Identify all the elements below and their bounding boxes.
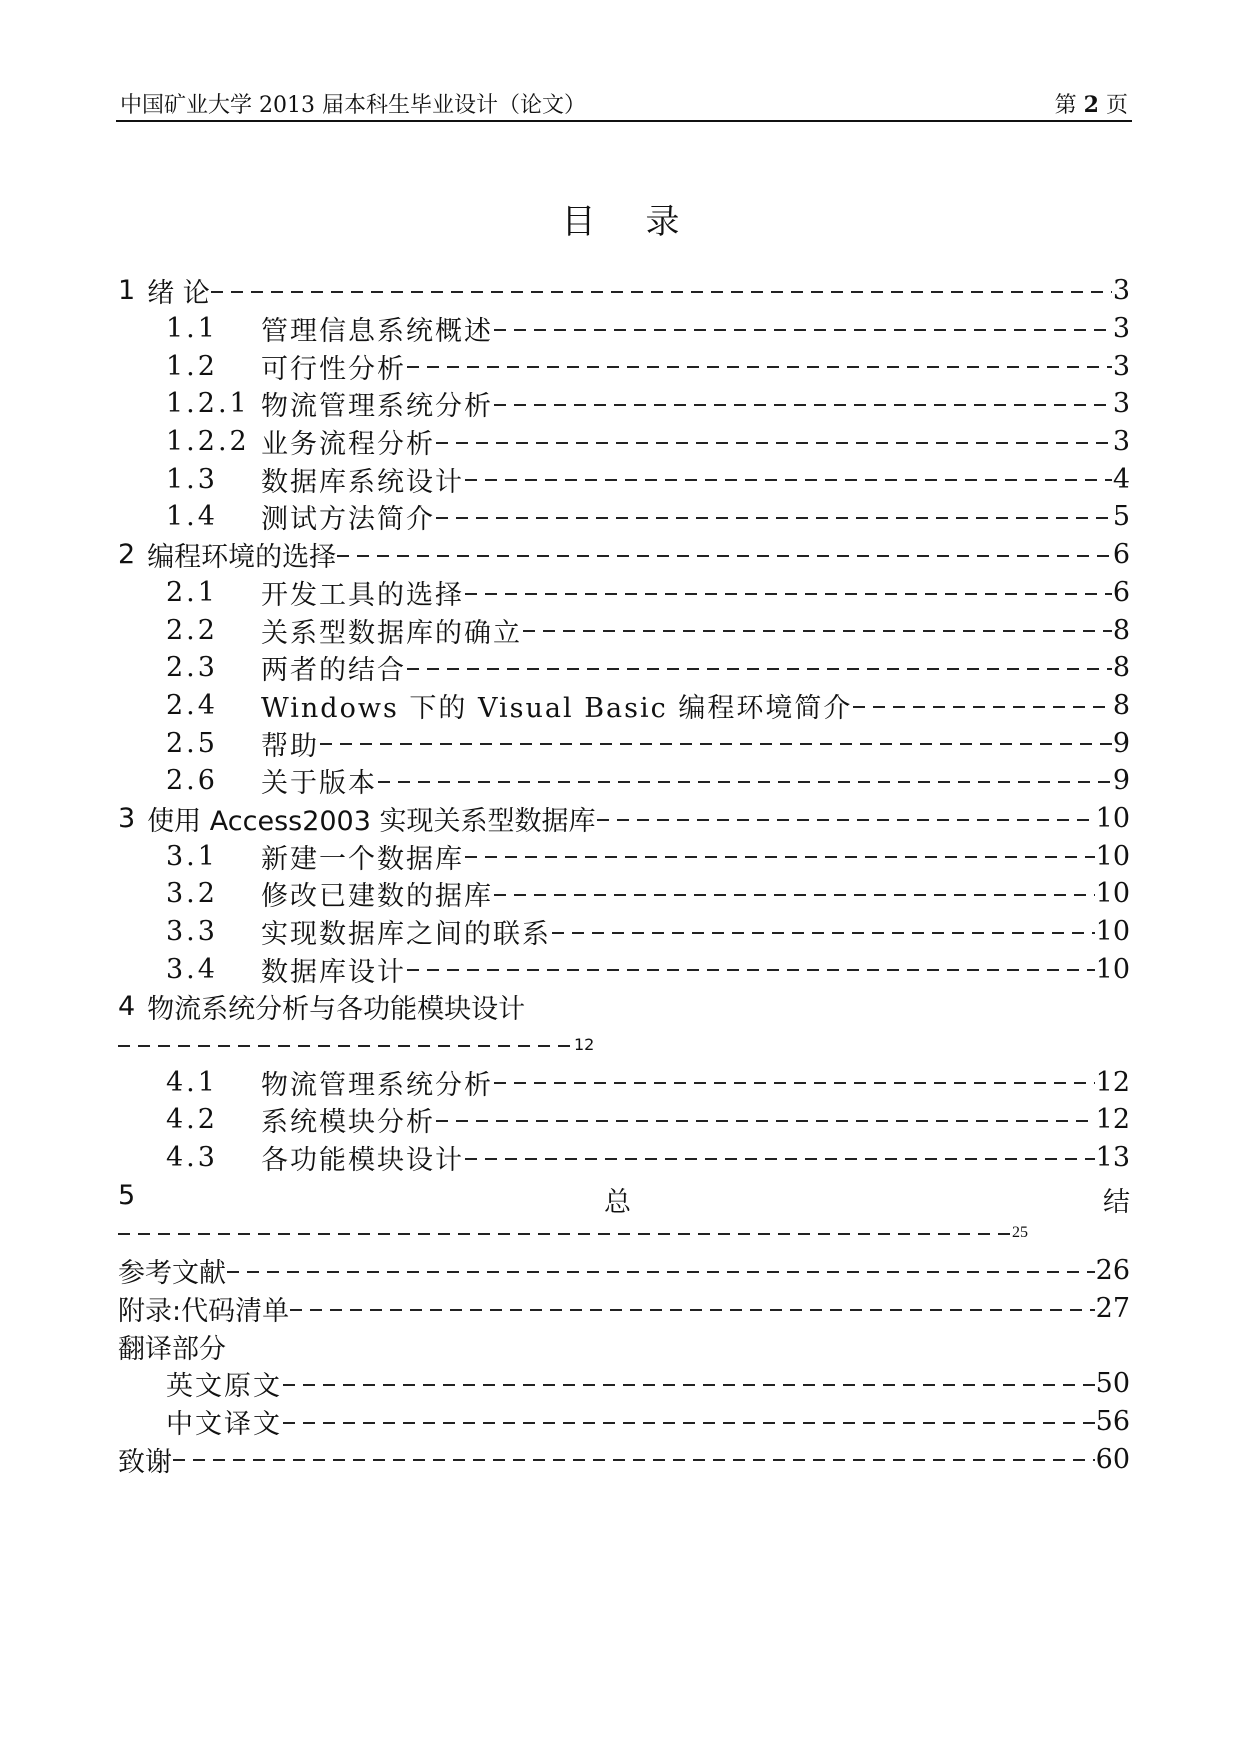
toc-entry-number: 1.2 [166,350,218,382]
toc-entry[interactable] [118,460,1130,498]
toc-page-number: 3 [1112,313,1130,345]
dot-leader [436,429,1112,455]
toc-page-number: 3 [1112,275,1130,307]
toc-entry-title: 各功能模块设计 [261,1145,464,1177]
toc-entry-title: 系统模块分析 [261,1107,435,1139]
dot-leader [552,919,1095,945]
page-header [116,86,1132,122]
dot-leader [465,1145,1095,1171]
toc-main-group [118,272,1130,988]
toc-entry-title: 两者的结合 [261,655,406,687]
dot-leader [118,1032,574,1058]
dot-leader [465,579,1112,605]
toc-entry[interactable] [118,347,1130,385]
dot-leader [211,278,1112,304]
dot-leader [407,353,1112,379]
toc-entry[interactable] [118,536,1130,574]
toc-entry-title: 业务流程分析 [261,429,435,461]
toc-entry[interactable] [118,687,1130,725]
toc-entry-title: 英文原文 [166,1371,282,1403]
dot-leader [597,805,1095,831]
toc-entry-number: 4.3 [166,1142,218,1174]
dot-leader [378,768,1112,794]
toc-entry[interactable] [118,913,1130,951]
toc-entry-translation[interactable]: 翻译部分 [118,1333,226,1365]
dot-leader [283,1371,1095,1397]
toc-entry[interactable] [118,762,1130,800]
toc-entry-number: 2.4 [166,689,218,721]
toc-entry-number: 3.3 [166,916,218,948]
toc-page-number: 10 [1095,878,1130,910]
toc-page-number: 6 [1112,576,1130,608]
header-thesis-title: 中国矿业大学 2013 届本科生毕业设计（论文） [120,93,586,118]
toc-entry-number: 1.4 [166,501,218,533]
toc-entry[interactable] [118,574,1130,612]
toc-entry-chapter-4-leader[interactable] [118,1026,1130,1064]
toc-chapter-4-sections [118,1063,1130,1176]
toc-page-number: 10 [1095,802,1130,834]
toc-page-number: 3 [1112,426,1130,458]
toc-entry-title: 帮助 [261,730,319,762]
toc-entry-number: 2.1 [166,576,218,608]
dot-leader [853,692,1111,718]
dot-leader [320,730,1112,756]
toc-page-number: 56 [1095,1405,1130,1437]
toc-page-number: 10 [1095,840,1130,872]
toc-page-number: 26 [1095,1255,1130,1287]
dot-leader [227,1258,1095,1284]
toc-entry-number: 2.2 [166,614,218,646]
toc-page-number: 25 [1012,1224,1028,1242]
toc-entry-number: 3.4 [166,953,218,985]
toc-entry-title: 可行性分析 [261,353,406,385]
toc-page-number: 9 [1112,765,1130,797]
dot-leader [494,391,1112,417]
toc-entry[interactable] [118,1365,1130,1403]
toc-entry-number: 3.1 [166,840,218,872]
toc-entry[interactable] [118,950,1130,988]
toc-entry[interactable] [118,875,1130,913]
toc-entry-number: 1.2.1 [166,388,250,420]
header-page-number: 第 2 页 [1054,92,1128,118]
toc-page-number: 5 [1112,501,1130,533]
toc-backmatter [118,1252,1130,1327]
toc-page-number: 8 [1112,614,1130,646]
toc-entry[interactable] [118,611,1130,649]
toc-entry[interactable] [118,1290,1130,1328]
toc-entry[interactable] [118,649,1130,687]
toc-entry-number: 4.2 [166,1104,218,1136]
toc-entry-title: 物流管理系统分析 [261,391,493,423]
toc-entry[interactable] [118,310,1130,348]
dot-leader [494,881,1095,907]
toc-entry[interactable] [118,1139,1130,1177]
toc-entry-number: 2 [118,539,136,571]
dot-leader [465,843,1095,869]
toc-page-number: 3 [1112,350,1130,382]
toc-entry-number: 4.1 [166,1066,218,1098]
toc-entry[interactable] [118,272,1130,310]
toc-entry-title: 修改已建数的据库 [261,881,493,913]
dot-leader [465,466,1112,492]
toc-entry-number: 1.1 [166,313,218,345]
toc-page-number: 4 [1112,463,1130,495]
toc-entry-title: 编程环境的选择 [147,542,337,574]
toc-heading: 目录 [561,202,730,242]
toc-entry-title: 实现数据库之间的联系 [261,919,551,951]
toc-entry-number: 2.5 [166,727,218,759]
dot-leader [436,1107,1095,1133]
toc-entry[interactable] [118,1403,1130,1441]
toc-entry-title: Windows 下的 Visual Basic 编程环境简介 [261,692,853,724]
toc-entry[interactable] [118,1063,1130,1101]
toc-page-number: 12 [1095,1066,1130,1098]
dot-leader [494,1069,1095,1095]
toc-entry-title: 数据库设计 [261,956,406,988]
toc-entry[interactable] [118,724,1130,762]
toc-page-number: 12 [574,1035,595,1055]
toc-entry-title: 中文译文 [166,1408,282,1440]
toc-entry-chapter-5-leader[interactable] [118,1214,1130,1252]
toc-entry-title: 绪 论 [147,278,210,310]
toc-entry[interactable] [118,498,1130,536]
toc-entry-chapter-4-title[interactable]: 4 物流系统分析与各功能模块设计 [118,991,526,1026]
toc-page-number: 8 [1112,689,1130,721]
toc-entry-title: 数据库系统设计 [261,466,464,498]
toc-entry-title: 致谢 [118,1446,172,1478]
toc-entry[interactable] [118,1440,1130,1478]
toc-acknowledgement [118,1440,1130,1478]
dot-leader [523,617,1112,643]
toc-entry-title: 参考文献 [118,1258,226,1290]
dot-leader [337,542,1112,568]
toc-page-number: 3 [1112,388,1130,420]
toc-entry[interactable] [118,423,1130,461]
toc-page-number: 12 [1095,1104,1130,1136]
toc-page-number: 60 [1095,1443,1130,1475]
toc-entry-title: 使用 Access2003 实现关系型数据库 [147,805,596,837]
toc-page-number: 50 [1095,1368,1130,1400]
toc-entry[interactable] [118,385,1130,423]
toc-entry-title: 物流管理系统分析 [261,1069,493,1101]
toc-entry[interactable] [118,1252,1130,1290]
toc-entry-number: 1.2.2 [166,426,250,458]
dot-leader [173,1446,1095,1472]
toc-page-number: 8 [1112,652,1130,684]
toc-entry-title: 新建一个数据库 [261,843,464,875]
toc-entry-number: 1 [118,275,136,307]
toc-entry-title: 开发工具的选择 [261,579,464,611]
dot-leader [283,1408,1095,1434]
toc-page-number: 27 [1095,1292,1130,1324]
toc-entry-number: 3 [118,802,136,834]
toc-entry-title: 附录:代码清单 [118,1295,290,1327]
toc-entry-number: 3.2 [166,878,218,910]
dot-leader [407,956,1095,982]
toc-entry-number: 1.3 [166,463,218,495]
toc-page-number: 13 [1095,1142,1130,1174]
toc-page-number: 10 [1095,953,1130,985]
dot-leader [290,1295,1095,1321]
toc-entry[interactable] [118,800,1130,838]
dot-leader [494,316,1112,342]
toc-entry-title: 测试方法简介 [261,504,435,536]
dot-leader [436,504,1112,530]
toc-entry-number: 2.3 [166,652,218,684]
table-of-contents [118,272,1130,1478]
dot-leader [118,1220,1012,1246]
toc-entry[interactable] [118,1101,1130,1139]
toc-entry-title: 关系型数据库的确立 [261,617,522,649]
toc-page-number: 9 [1112,727,1130,759]
toc-page-number: 10 [1095,916,1130,948]
toc-entry-chapter-5-title[interactable]: 5 总 结 [118,1179,1130,1218]
toc-entry[interactable] [118,837,1130,875]
dot-leader [407,655,1112,681]
toc-page-number: 6 [1112,539,1130,571]
toc-translation-sections [118,1365,1130,1440]
toc-entry-title: 管理信息系统概述 [261,316,493,348]
toc-entry-number: 2.6 [166,765,218,797]
toc-entry-title: 关于版本 [261,768,377,800]
